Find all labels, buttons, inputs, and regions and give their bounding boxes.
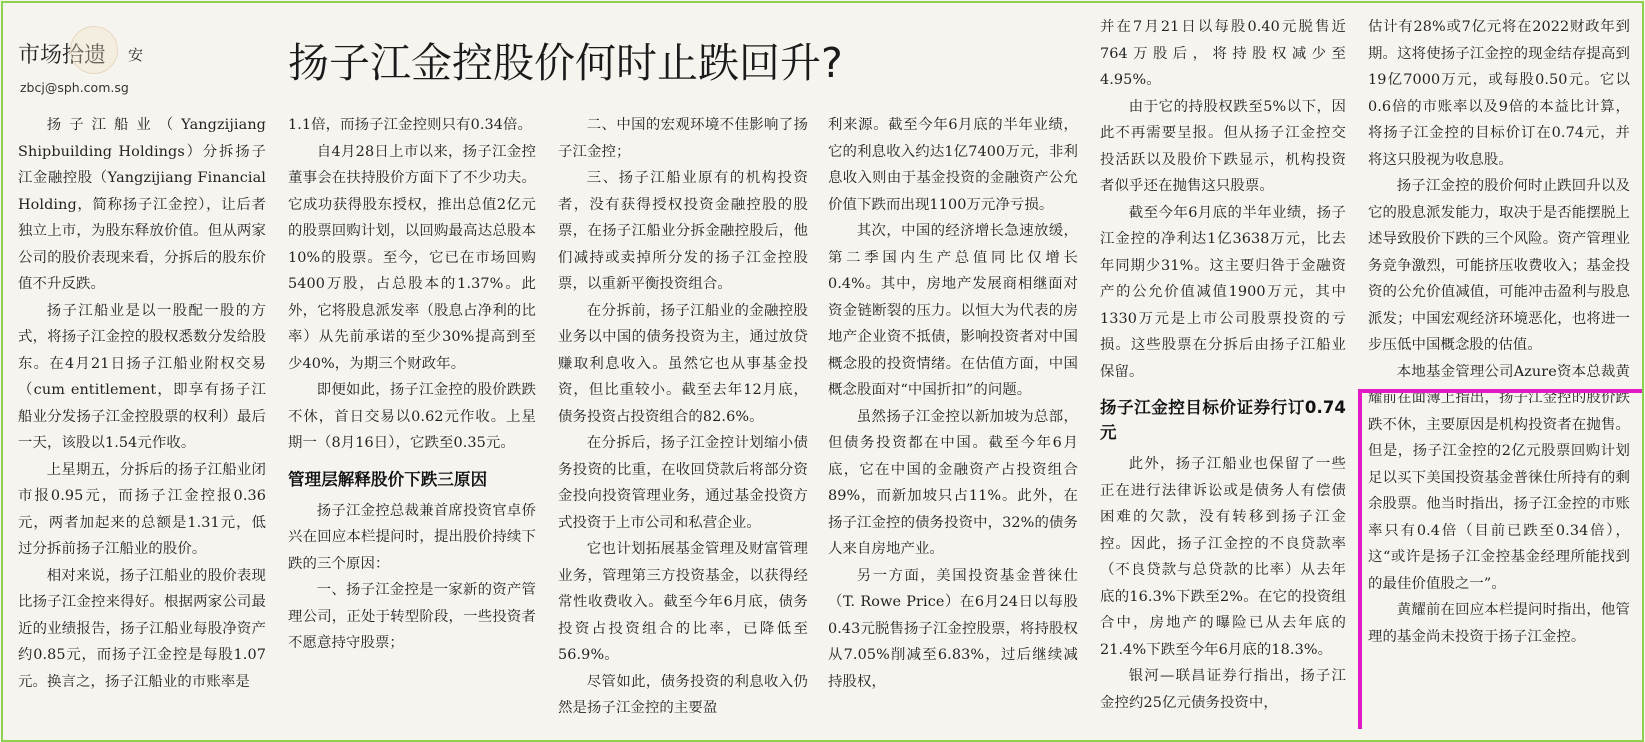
paragraph: 截至今年6月底的半年业绩，扬子江金控的净利达1亿3638万元，比去年同期少31%。这主要归咎于金融资产的公允价值减值1900万元，其中1330万元是上市公司股票投资的亏损。这些股票在分拆后由扬子江船业保留。	[1100, 204, 1346, 380]
paragraph: 三、扬子江船业原有的机构投资者，没有获得授权投资金融控股的股票，在扬子江船业分拆金融控股后，他们减持或卖掉所分发的扬子江金控股票，以重新平衡投资组合。	[558, 170, 808, 292]
article-column-5	[1100, 14, 1346, 730]
paragraph: 由于它的持股权跌至5%以下，因此不再需要呈报。但从扬子江金控交投活跃以及股价下跌显示，机构投资者似乎还在抛售这只股票。	[1100, 98, 1346, 194]
article-column-3	[558, 112, 808, 730]
author-name: 安	[128, 46, 144, 64]
paragraph: 估计有28%或7亿元将在2022财政年到期。这将使扬子江金控的现金结存提高到19亿7000万元，或每股0.50元。它以0.6倍的市账率以及9倍的本益比计算，将扬子江金控的目标价订在0.74元，并将这只股视为收息股。	[1368, 19, 1630, 168]
paragraph: 即便如此，扬子江金控的股价跌跌不休，首日交易以0.62元作收。上星期一（8月16日），它跌至0.35元。	[288, 382, 536, 451]
paragraph: 它也计划拓展基金管理及财富管理业务，管理第三方投资基金，以获得经常性收费收入。截至今年6月底，债务投资占投资组合的比率，已降低至56.9%。	[558, 541, 808, 663]
paragraph: 在分拆后，扬子江金控计划缩小债务投资的比重，在收回贷款后将部分资金投向投资管理业务，通过基金投资方式投资于上市公司和私营企业。	[558, 435, 808, 531]
paragraph: 相对来说，扬子江船业的股价表现比扬子江金控来得好。根据两家公司最近的业绩报告，扬子江船业每股净资产约0.85元，而扬子江金控是每股1.07元。换言之，扬子江船业的市账率是	[18, 567, 266, 690]
paragraph: 一、扬子江金控是一家新的资产管理公司，正处于转型阶段，一些投资者不愿意持守股票；	[288, 582, 536, 651]
article-column-4	[828, 112, 1078, 730]
article-column-1	[18, 112, 266, 730]
paragraph: 1.1倍，而扬子江金控则只有0.34倍。	[288, 117, 533, 133]
paragraph: 另一方面，美国投资基金普徕仕（T. Rowe Price）在6月24日以每股0.43元脱售扬子江金控股票，将持股权从7.05%削减至6.83%，过后继续减持股权，	[828, 567, 1078, 690]
paragraph: 黄耀前在回应本栏提问时指出，他管理的基金尚未投资于扬子江金控。	[1368, 602, 1630, 645]
paragraph: 银河—联昌证券行指出，扬子江金控约25亿元债务投资中，	[1100, 668, 1346, 711]
paragraph: 其次，中国的经济增长急速放缓，第二季国内生产总值同比仅增长0.4%。其中，房地产发展商相继面对资金链断裂的压力。以恒大为代表的房地产企业资不抵债，影响投资者对中国概念股的投资情绪。在估值方面，中国概念股面对“中国折扣”的问题。	[828, 223, 1078, 398]
paragraph: 本地基金管理公司Azure资本总裁黄耀前在面簿上指出，扬子江金控的股价跌跌不休，主要原因是机构投资者在抛售。但是，扬子江金控的2亿元股票回购计划足以买下美国投资基金普徕仕所持有的剩余股票。他当时指出，扬子江金控的市账率只有0.4倍（目前已跌至0.34倍），这“或许是扬子江金控基金经理所能找到的最佳价值股之一”。	[1368, 363, 1630, 592]
logo-circle	[70, 26, 118, 74]
paragraph: 扬子江船业是以一股配一股的方式，将扬子江金控的股权悉数分发给股东。在4月21日扬子江船业附权交易（cum entitlement，即享有扬子江船业分发扬子江金控股票的权利）最后一天，该股以1.54元作收。	[18, 302, 266, 451]
subheading: 扬子江金控目标价证券行订0.74元	[1100, 398, 1346, 442]
paragraph: 自4月28日上市以来，扬子江金控董事会在扶持股价方面下了不少功夫。它成功获得股东授权，推出总值2亿元的股票回购计划，以回购最高达总股本10%的股票。至今，它已在市场回购5400万股，占总股本的1.37%。此外，它将股息派发率（股息占净利的比率）从先前承诺的至少30%提高到至少40%，为期三个财政年。	[288, 143, 536, 372]
column-name-text: 市场拾遗	[18, 43, 107, 68]
paragraph: 扬子江金控的股价何时止跌回升以及它的股息派发能力，取决于是否能摆脱上述导致股价下跌的三个风险。资产管理业务竞争激烈，可能挤压收费收入；基金投资的公允价值减值，可能冲击盈利与股息派发；中国宏观经济环境恶化，也将进一步压低中国概念股的估值。	[1368, 178, 1630, 353]
paragraph: 二、中国的宏观环境不佳影响了扬子江金控；	[558, 117, 808, 160]
paragraph: 此外，扬子江船业也保留了一些正在进行法律诉讼或是债务人有偿债困难的欠款，没有转移到扬子江金控。因此，扬子江金控的不良贷款率（不良贷款与总贷款的比率）从去年底的16.3%下跌至2%。在它的投资组合中，房地产的曝险已从去年底的21.4%下跌至今年6月底的18.3%。	[1100, 456, 1346, 658]
paragraph: 扬子江船业（Yangzijiang Shipbuilding Holdings）分拆扬子江金融控股（Yangzijiang Financial Holding，简称扬子江金控），让后者独立上市，为股东释放价值。但从两家公司的股价表现来看，分拆后的股东价值不升反跌。	[18, 117, 266, 292]
article-column-2	[288, 112, 536, 730]
headline: 扬子江金控股价何时止跌回升?	[288, 39, 843, 87]
paragraph: 利来源。截至今年6月底的半年业绩，它的利息收入约达1亿7400万元，非利息收入则由于基金投资的金融资产公允价值下跌而出现1100万元净亏损。	[828, 117, 1078, 213]
paragraph: 虽然扬子江金控以新加坡为总部，但债务投资都在中国。截至今年6月底，它在中国的金融资产占投资组合89%，而新加坡只占11%。此外，在扬子江金控的债务投资中，32%的债务人来自房地产业。	[828, 408, 1078, 557]
paragraph: 上星期五，分拆后的扬子江船业闭市报0.95元，而扬子江金控报0.36元，两者加起来的总额是1.31元，低过分拆前扬子江船业的股价。	[18, 461, 266, 557]
paragraph: 尽管如此，债务投资的利息收入仍然是扬子江金控的主要盈	[558, 673, 808, 716]
column-name	[18, 38, 106, 69]
paragraph: 在分拆前，扬子江船业的金融控股业务以中国的债务投资为主，通过放贷赚取利息收入。虽然它也从事基金投资，但比重较小。截至去年12月底，债务投资占投资组合的82.6%。	[558, 302, 808, 425]
author-email[interactable]: zbcj@sph.com.sg	[20, 80, 129, 95]
highlight-box	[1358, 389, 1642, 729]
paragraph: 扬子江金控总裁兼首席投资官卓侨兴在回应本栏提问时，提出股价持续下跌的三个原因：	[288, 502, 536, 572]
subheading: 管理层解释股价下跌三原因	[288, 469, 488, 489]
paragraph: 并在7月21日以每股0.40元脱售近764万股后，将持股权减少至4.95%。	[1100, 19, 1346, 88]
